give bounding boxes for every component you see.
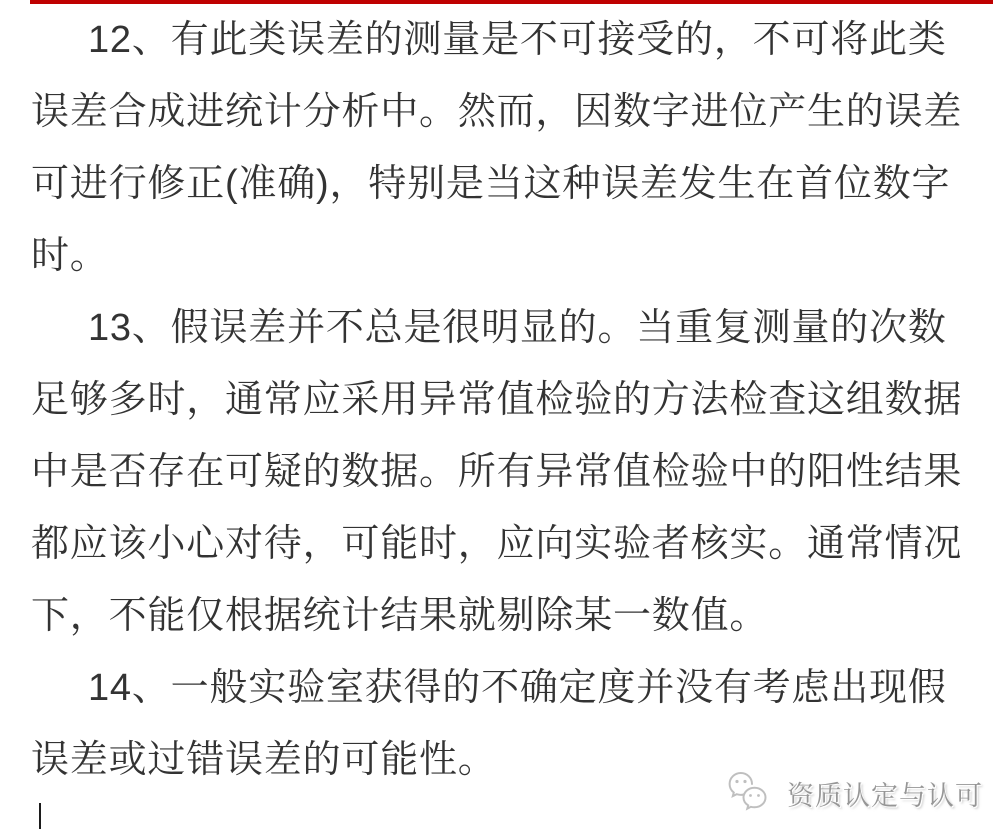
watermark [726,770,983,816]
paragraph-13 [31,292,965,652]
text-line: 可进行修正(准确)，特别是当这种误差发生在首位数字 [31,163,951,205]
text-line: 14、一般实验室获得的不确定度并没有考虑出现假 [88,667,947,709]
text-line: 中是否存在可疑的数据。所有异常值检验中的阳性结果 [31,451,963,493]
text-line: 12、有此类误差的测量是不可接受的，不可将此类 [88,19,947,61]
text-line: 误差或过错误差的可能性。 [31,739,497,781]
document-body [31,4,965,796]
text-line: 足够多时，通常应采用异常值检验的方法检查这组数据 [31,379,963,421]
text-caret [39,803,41,829]
text-line: 下，不能仅根据统计结果就剔除某一数值。 [31,595,769,637]
text-line: 时。 [31,235,109,277]
watermark-label: 资质认定与认可 [787,780,983,811]
wechat-icon [726,770,778,816]
text-line: 都应该小心对待，可能时，应向实验者核实。通常情况 [31,523,963,565]
text-line: 13、假误差并不总是很明显的。当重复测量的次数 [88,307,947,349]
paragraph-12 [31,4,965,292]
text-line: 误差合成进统计分析中。然而，因数字进位产生的误差 [31,91,963,133]
